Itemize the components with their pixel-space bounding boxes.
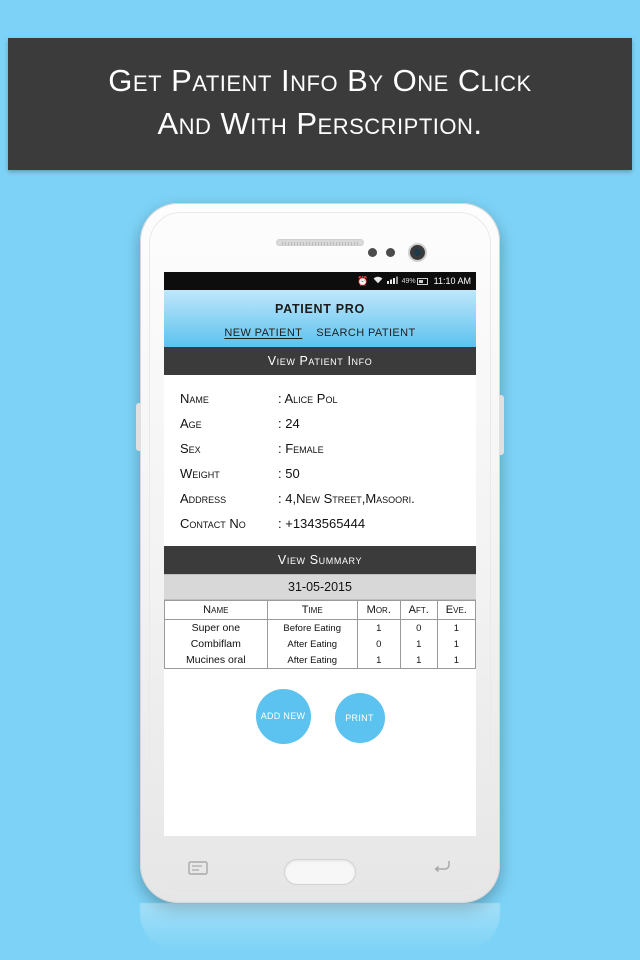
cell-afternoon: 0 bbox=[400, 620, 437, 637]
info-row bbox=[180, 411, 460, 436]
info-label-address: Address bbox=[180, 491, 227, 506]
phone-reflection bbox=[140, 903, 500, 951]
cell-medicine-name: Combiflam bbox=[165, 636, 268, 652]
app-bar bbox=[164, 290, 476, 347]
info-value-age: : 24 bbox=[278, 416, 300, 431]
print-button[interactable]: PRINT bbox=[335, 693, 385, 743]
promo-banner-line-1: Get Patient Info By One Click bbox=[108, 63, 532, 98]
column-header-morning: Mor. bbox=[357, 601, 400, 620]
info-value-address: : 4,New Street,Masoori. bbox=[278, 491, 415, 506]
table-row bbox=[165, 636, 476, 652]
info-row bbox=[180, 511, 460, 536]
info-label-name: Name bbox=[180, 391, 209, 406]
column-header-evening: Eve. bbox=[437, 601, 475, 620]
alarm-icon: ⏰ bbox=[357, 275, 369, 286]
wifi-icon bbox=[373, 276, 383, 286]
summary-header: View Summary bbox=[164, 546, 476, 574]
status-clock: 11:10 AM bbox=[433, 276, 471, 286]
cell-time: After Eating bbox=[267, 636, 357, 652]
summary-date: 31-05-2015 bbox=[164, 574, 476, 600]
promo-banner bbox=[8, 38, 632, 170]
column-header-time: Time bbox=[267, 601, 357, 620]
cell-morning: 0 bbox=[357, 636, 400, 652]
cell-morning: 1 bbox=[357, 652, 400, 669]
table-row bbox=[165, 620, 476, 637]
light-sensor-icon bbox=[386, 248, 395, 257]
info-row bbox=[180, 486, 460, 511]
cell-time: Before Eating bbox=[267, 620, 357, 637]
info-value-sex: : Female bbox=[278, 441, 324, 456]
cell-medicine-name: Super one bbox=[165, 620, 268, 637]
info-value-contact: : +1343565444 bbox=[278, 516, 366, 531]
info-row bbox=[180, 386, 460, 411]
recent-apps-icon[interactable] bbox=[188, 859, 208, 881]
add-new-button[interactable]: ADD NEW bbox=[256, 689, 311, 744]
patient-info-block bbox=[164, 375, 476, 546]
table-row bbox=[165, 652, 476, 669]
phone-mockup bbox=[140, 203, 500, 903]
back-icon[interactable] bbox=[432, 859, 452, 881]
battery-icon bbox=[417, 278, 428, 285]
info-row bbox=[180, 436, 460, 461]
front-camera-icon bbox=[408, 243, 427, 262]
cell-medicine-name: Mucines oral bbox=[165, 652, 268, 669]
status-bar bbox=[164, 272, 476, 290]
info-value-name: : Alice Pol bbox=[278, 391, 338, 406]
cell-morning: 1 bbox=[357, 620, 400, 637]
tab-new-patient[interactable]: NEW PATIENT bbox=[224, 327, 303, 339]
proximity-sensor-icon bbox=[368, 248, 377, 257]
cell-evening: 1 bbox=[437, 652, 475, 669]
tab-search-patient[interactable]: SEARCH PATIENT bbox=[316, 327, 416, 339]
tab-bar bbox=[164, 327, 476, 347]
info-label-age: Age bbox=[180, 416, 202, 431]
column-header-afternoon: Aft. bbox=[400, 601, 437, 620]
column-header-name: Name bbox=[165, 601, 268, 620]
signal-icon bbox=[387, 276, 398, 286]
cell-evening: 1 bbox=[437, 636, 475, 652]
cell-afternoon: 1 bbox=[400, 636, 437, 652]
power-button[interactable] bbox=[499, 395, 504, 455]
promo-banner-line-2: And With Perscription. bbox=[157, 105, 483, 141]
cell-afternoon: 1 bbox=[400, 652, 437, 669]
info-label-sex: Sex bbox=[180, 441, 201, 456]
table-header-row bbox=[165, 601, 476, 620]
battery-indicator bbox=[402, 278, 428, 285]
info-value-weight: : 50 bbox=[278, 466, 300, 481]
info-label-weight: Weight bbox=[180, 466, 220, 481]
volume-button[interactable] bbox=[136, 403, 141, 451]
app-title: PATIENT PRO bbox=[275, 302, 365, 316]
home-button[interactable] bbox=[284, 859, 356, 885]
action-buttons bbox=[164, 669, 476, 762]
phone-screen bbox=[164, 272, 476, 836]
cell-time: After Eating bbox=[267, 652, 357, 669]
info-label-contact: Contact No bbox=[180, 516, 246, 531]
patient-info-header: View Patient Info bbox=[164, 347, 476, 375]
info-row bbox=[180, 461, 460, 486]
prescription-table bbox=[164, 600, 476, 669]
cell-evening: 1 bbox=[437, 620, 475, 637]
battery-percent-label: 49% bbox=[401, 277, 416, 285]
earpiece-speaker bbox=[276, 239, 364, 246]
